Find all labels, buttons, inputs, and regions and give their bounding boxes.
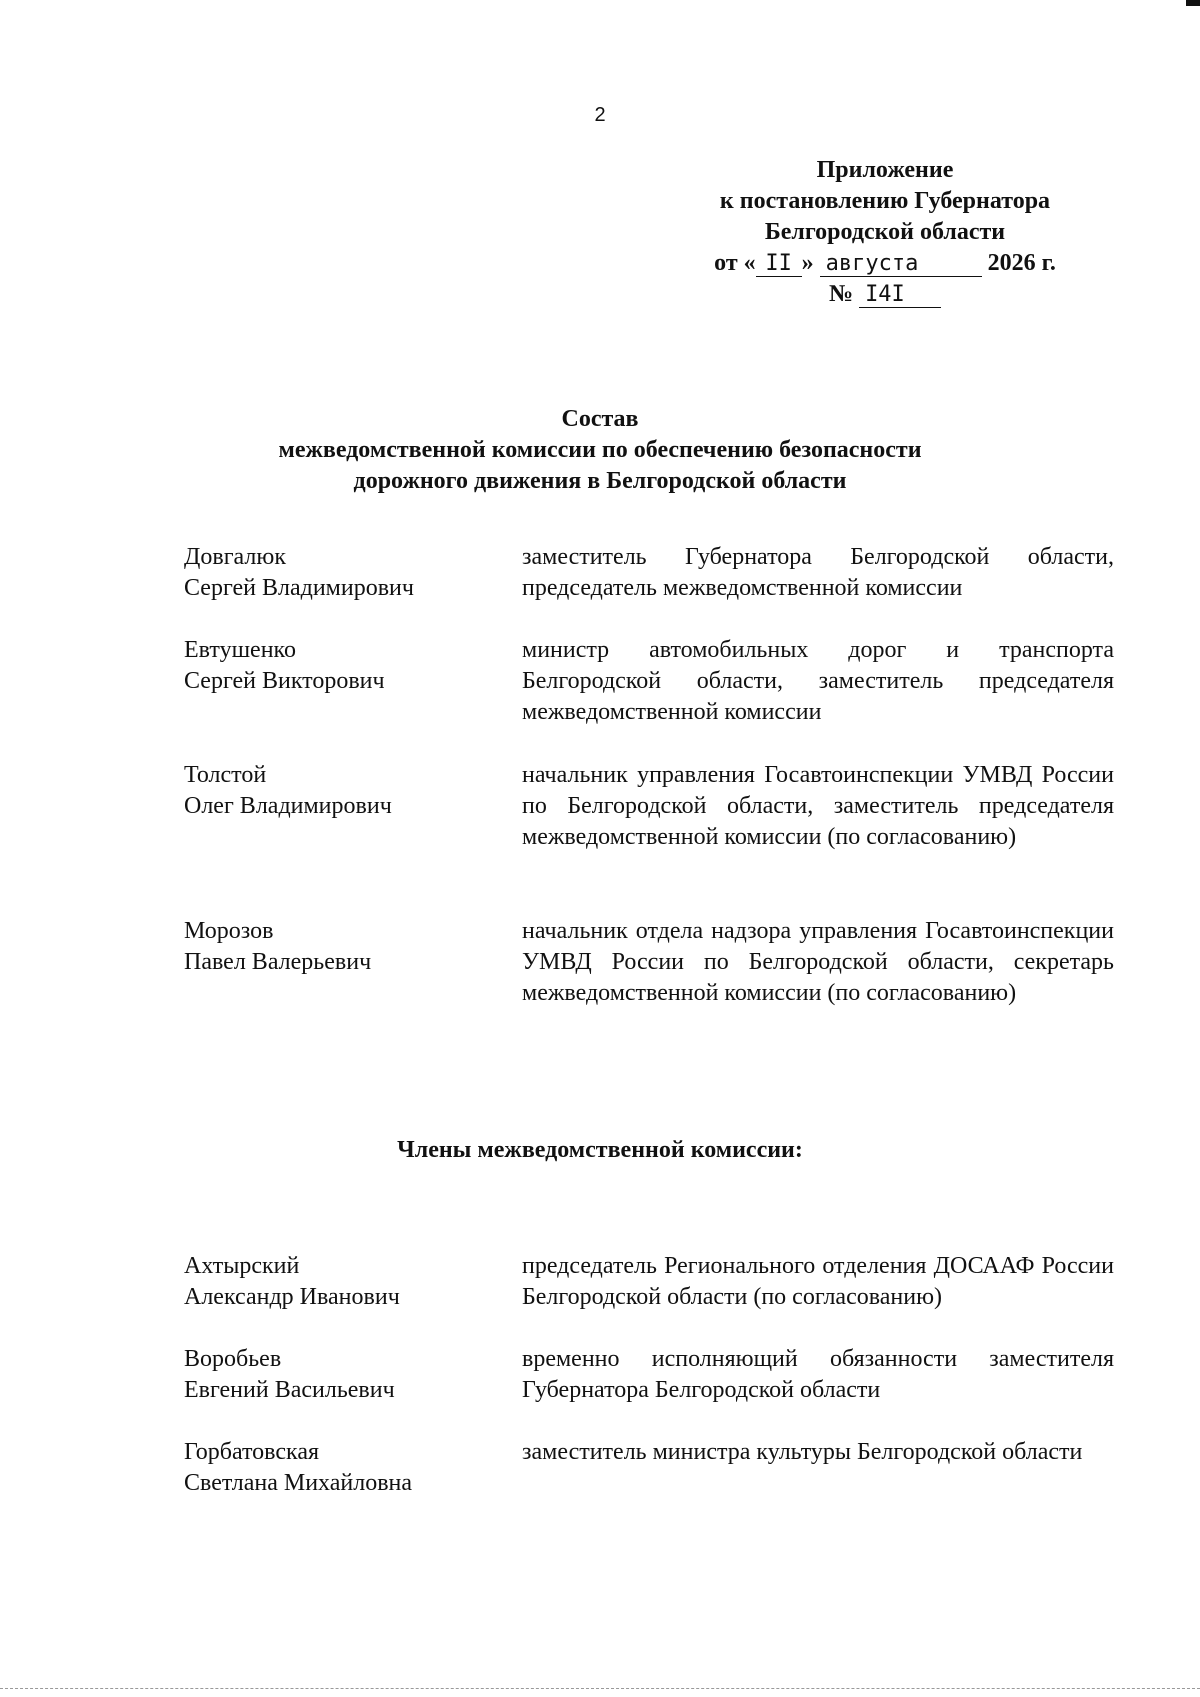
leadership-entry-0 <box>184 542 1114 604</box>
date-mid: » <box>801 250 814 276</box>
members-heading: Члены межведомственной комиссии: <box>397 1137 803 1163</box>
annex-date <box>690 248 1080 279</box>
annex-number <box>690 279 1080 310</box>
page-number: 2 <box>594 104 606 126</box>
entry-given-names: Александр Иванович <box>184 1284 400 1310</box>
document-title <box>0 404 1200 497</box>
annex-title: Приложение <box>816 157 954 183</box>
entry-surname: Морозов <box>184 918 274 944</box>
entry-surname: Горбатовская <box>184 1439 320 1465</box>
date-prefix: от « <box>714 250 756 276</box>
entry-role: начальник отдела надзора управления Госавтоинспекции УМВД России по Белгородской области, секретарь межведомственной комиссии (по согласованию) <box>522 918 1114 1006</box>
date-day: II <box>756 252 802 277</box>
document-number: I4I <box>859 283 941 308</box>
entry-given-names: Павел Валерьевич <box>184 949 372 975</box>
entry-given-names: Олег Владимирович <box>184 793 392 819</box>
entry-role: министр автомобильных дорог и транспорта Белгородской области, заместитель председателя межведомственной комиссии <box>522 637 1114 725</box>
entry-surname: Довгалюк <box>184 544 286 570</box>
date-month: августа <box>820 252 982 277</box>
leadership-entry-2 <box>184 760 1114 853</box>
entry-role: заместитель министра культуры Белгородской области <box>522 1439 1083 1465</box>
entry-surname: Толстой <box>184 762 267 788</box>
page-bottom-rule <box>0 1688 1200 1689</box>
annex-region: Белгородской области <box>764 219 1006 245</box>
entry-given-names: Сергей Викторович <box>184 668 385 694</box>
entry-given-names: Сергей Владимирович <box>184 575 414 601</box>
number-prefix: № <box>828 281 854 307</box>
member-entry-1 <box>184 1344 1114 1406</box>
entry-surname: Воробьев <box>184 1346 282 1372</box>
member-entry-0 <box>184 1251 1114 1313</box>
entry-given-names: Светлана Михайловна <box>184 1470 413 1496</box>
leadership-entry-1 <box>184 635 1114 728</box>
entry-given-names: Евгений Васильевич <box>184 1377 395 1403</box>
title-line-1: Состав <box>561 406 639 432</box>
entry-role: начальник управления Госавтоинспекции УМВД России по Белгородской области, заместитель председателя межведомственной комиссии (по согласованию) <box>522 762 1114 850</box>
entry-surname: Ахтырский <box>184 1253 300 1279</box>
title-line-2: межведомственной комиссии по обеспечению безопасности <box>278 437 922 463</box>
entry-role: заместитель Губернатора Белгородской области, председатель межведомственной комиссии <box>522 544 1114 601</box>
entry-surname: Евтушенко <box>184 637 296 663</box>
date-year: 2026 г. <box>987 250 1056 276</box>
annex-reference: к постановлению Губернатора <box>719 188 1051 214</box>
entry-role: временно исполняющий обязанности заместителя Губернатора Белгородской области <box>522 1346 1114 1403</box>
annex-block <box>690 155 1080 310</box>
leadership-entry-3 <box>184 916 1114 1009</box>
entry-role: председатель Регионального отделения ДОСААФ России Белгородской области (по согласованию) <box>522 1253 1114 1310</box>
title-line-3: дорожного движения в Белгородской области <box>353 468 847 494</box>
member-entry-2 <box>184 1437 1114 1499</box>
scan-corner-mark <box>1186 0 1200 6</box>
